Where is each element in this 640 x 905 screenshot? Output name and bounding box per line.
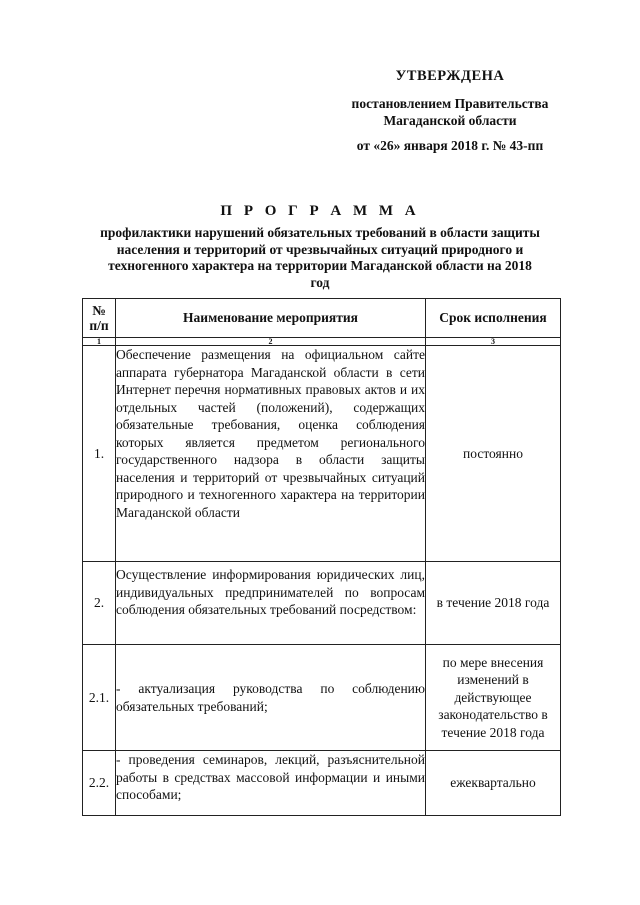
row-number: 2.2. — [83, 751, 116, 816]
row-event-name: Обеспечение размещения на официальном сайте аппарата губернатора Магаданской области в сети Интернет перечня нормативных правовых актов и их отдельных частей (положений), содержащих обязательные требования, оценка соблюдения которых является предметом регионального государственного надзора в области защиты населения и территорий от чрезвычайных ситуаций природного и техногенного характера на территории Магаданской области — [116, 346, 426, 562]
approval-date: от «26» января 2018 г. № 43-пп — [356, 138, 544, 153]
row-term: в течение 2018 года — [426, 562, 561, 645]
header-name: Наименование мероприятия — [116, 299, 426, 338]
row-term: ежеквартально — [426, 751, 561, 816]
header-number-line-1: № — [92, 303, 106, 318]
header-number — [83, 299, 116, 338]
table-row — [83, 751, 561, 816]
row-term: постоянно — [426, 346, 561, 562]
approval-block — [330, 68, 570, 154]
program-subtitle: профилактики нарушений обязательных требований в области защиты населения и территорий от чрезвычайных ситуаций природного и техногенного характера на территории Магаданской области на 2018 год — [100, 225, 540, 290]
header-number-line-2: п/п — [89, 318, 109, 333]
table-row — [83, 346, 561, 562]
column-number: 3 — [426, 338, 561, 346]
header-term: Срок исполнения — [426, 299, 561, 338]
approval-line-2: Магаданской области — [383, 113, 517, 128]
row-event-name: - проведения семинаров, лекций, разъяснительной работы в средствах массовой информации и иными способами; — [116, 751, 426, 816]
approval-line-1: постановлением Правительства — [351, 96, 549, 111]
column-number: 1 — [83, 338, 116, 346]
row-number: 2. — [83, 562, 116, 645]
program-title: П Р О Г Р А М М А — [220, 203, 420, 219]
column-number: 2 — [116, 338, 426, 346]
row-term: по мере внесения изменений в действующее законодательство в течение 2018 года — [426, 645, 561, 751]
column-numbers-row — [83, 338, 561, 346]
row-event-name: - актуализация руководства по соблюдению обязательных требований; — [116, 645, 426, 751]
row-number: 1. — [83, 346, 116, 562]
row-event-name: Осуществление информирования юридических лиц, индивидуальных предпринимателей по вопросам соблюдения обязательных требований посредством: — [116, 562, 426, 645]
row-number: 2.1. — [83, 645, 116, 751]
approval-title: УТВЕРЖДЕНА — [395, 68, 505, 84]
table-row — [83, 645, 561, 751]
table-header-row — [83, 299, 561, 338]
events-table — [82, 298, 561, 816]
table-row — [83, 562, 561, 645]
